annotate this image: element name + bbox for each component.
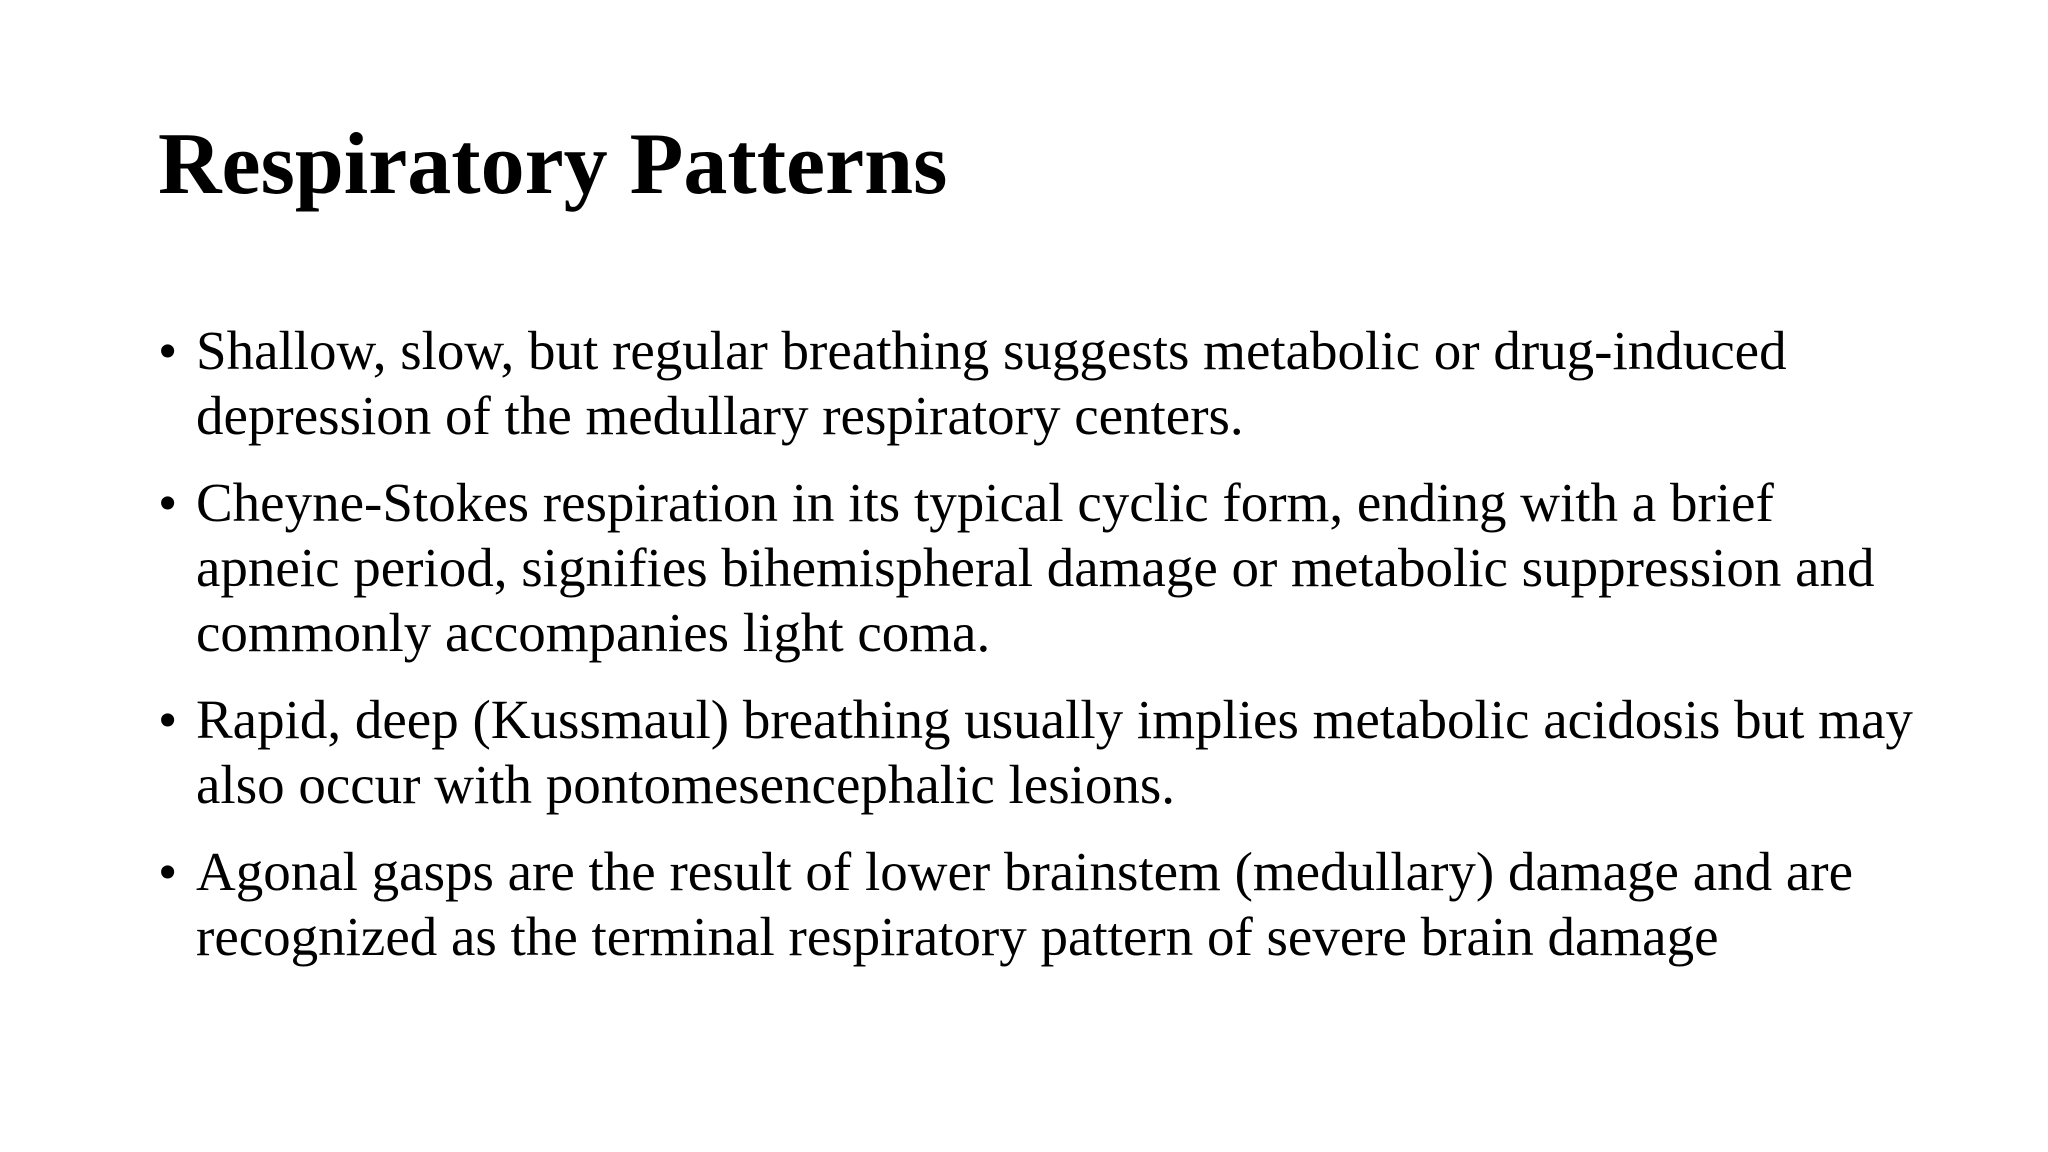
bullet-text: Shallow, slow, but regular breathing suggests metabolic or drug-induced depression of the medullary respiratory centers.: [196, 320, 1787, 446]
bullet-dot-icon: •: [158, 472, 178, 533]
bullet-item: [158, 839, 1918, 969]
bullet-dot-icon: •: [158, 689, 178, 750]
bullet-text: Agonal gasps are the result of lower brainstem (medullary) damage and are recognized as the terminal respiratory pattern of severe brain damage: [196, 841, 1854, 967]
bullet-text: Cheyne-Stokes respiration in its typical cyclic form, ending with a brief apneic period, signifies bihemispheral damage or metabolic suppression and commonly accompanies light coma.: [196, 472, 1875, 663]
bullet-dot-icon: •: [158, 841, 178, 902]
bullet-item: [158, 687, 1918, 817]
bullet-item: [158, 470, 1918, 665]
bullet-dot-icon: •: [158, 320, 178, 381]
bullet-text: Rapid, deep (Kussmaul) breathing usually implies metabolic acidosis but may also occur with pontomesencephalic lesions.: [196, 689, 1913, 815]
slide-title: Respiratory Patterns: [158, 116, 948, 213]
bullet-item: [158, 318, 1918, 448]
bullet-list: [158, 318, 1918, 991]
